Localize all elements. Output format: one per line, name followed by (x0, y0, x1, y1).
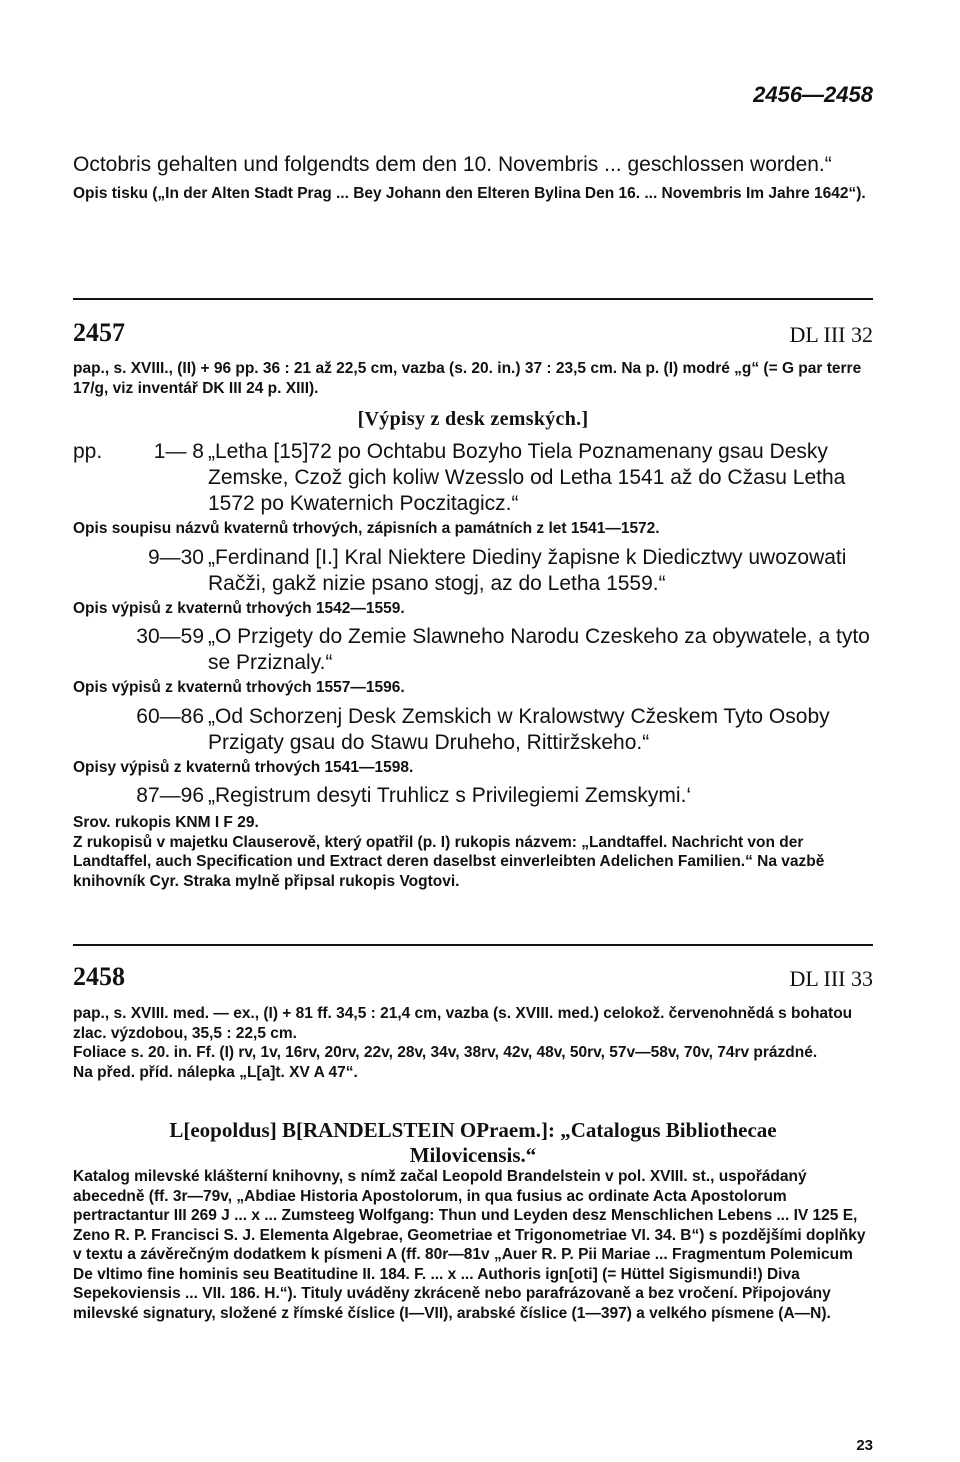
continuation-block (73, 152, 873, 204)
entry-2457-description (73, 359, 873, 398)
label-note: Na před. příd. nálepka „L[a]t. XV A 47“. (73, 1063, 358, 1081)
physical-description: pap., s. XVIII., (II) + 96 pp. 36 : 21 až 22,5 cm, vazba (s. 20. in.) 37 : 23,5 cm. Na p. (I) modré „g“ (= G par terre 17/g, viz inventář DK III 24 p. XIII). (73, 360, 862, 397)
page-range: 30—59 (136, 625, 204, 648)
entry-number: 2457 (73, 318, 125, 347)
item-note: Opis soupisu názvů kvaternů trhových, zápisních a památních z let 1541—1572. (73, 520, 660, 537)
page-number: 23 (856, 1437, 873, 1454)
list-item (73, 704, 873, 756)
list-item (73, 439, 873, 517)
physical-description: pap., s. XVIII. med. — ex., (I) + 81 ff. 34,5 : 21,4 cm, vazba (s. XVIII. med.) celokož. červenohnědá s bohatou zlac. výzdobou, 35,5 : 22,5 cm. (73, 1005, 853, 1042)
list-item (73, 545, 873, 597)
separator-rule (73, 944, 873, 946)
separator-rule (73, 298, 873, 300)
item-title: „Registrum desyti Truhlicz s Privilegiemi Zemskymi.‘ (208, 784, 692, 807)
item-note: Opis výpisů z kvaternů trhových 1557—1596. (73, 679, 405, 696)
contents-list (73, 439, 873, 891)
page-range: 60—86 (136, 704, 204, 728)
entry-number: 2458 (73, 962, 125, 991)
continuation-note: Opis tisku („In der Alten Stadt Prag ... Bey Johann den Elteren Bylina Den 16. ... Novembris Im Jahre 1642“). (73, 185, 866, 202)
work-title: L[eopoldus] B[RANDELSTEIN OPraem.]: „Catalogus Bibliothecae Milovicensis.“ (169, 1118, 777, 1167)
item-title: „Ferdinand [I.] Kral Niektere Diediny žapisne k Diedicztwy uwozowati Račži, gakž nizie psano stogj, az do Letha 1559.“ (208, 545, 847, 595)
entry-2458-body (73, 1167, 873, 1323)
running-head: 2456—2458 (753, 82, 873, 107)
list-item (73, 783, 873, 809)
entry-2458-description (73, 1004, 873, 1082)
pp-label: pp. (73, 440, 103, 463)
shelfmark: DL III 32 (789, 322, 873, 347)
section-title: [Výpisy z desk zemských.] (357, 408, 589, 430)
item-title: „Letha [15]72 po Ochtabu Bozyho Tiela Poznamenany gsau Desky Zemske, Czož gich koliw Wzesslo od Letha 1541 až do Cžasu Letha 1572 po Kwaternich Poczitagicz.“ (208, 440, 846, 515)
page-range: 1— 8 (153, 440, 204, 463)
item-note: Opis výpisů z kvaternů trhových 1542—1559. (73, 599, 405, 617)
page-range: 87—96 (136, 784, 204, 807)
foliation: Foliace s. 20. in. Ff. (I) rv, 1v, 16rv, 20rv, 22v, 28v, 34v, 38rv, 42v, 48v, 50rv, 57v—58v, 70v, 74rv prázdné. (73, 1044, 818, 1061)
provenance: Z rukopisů v majetku Clauserově, který opatřil (p. I) rukopis názvem: „Landtaffel. Nachricht von der Landtaffel, auch Specification und Extract deren daselbst einverleibten Adelichen Familien.“ Na vazbě knihovník Cyr. Straka mylně připsal rukopis Vogtovi. (73, 833, 825, 890)
entry-2457-header (73, 318, 873, 354)
page-range: 9—30 (147, 545, 204, 569)
catalogue-description: Katalog milevské klášterní knihovny, s nímž začal Leopold Brandelstein v pol. XVIII. st., uspořádaný abecedně (ff. 3r—79v, „Abdiae Historia Apostolorum, in qua fusius ac ordinate Acta Apostolorum pertractantur III 269 J ... x ... Zumsteeg Wolfgang: Thun und Leyden desz Menschlichen Lebens ... IV 125 E, Zeno R. P. Francisci S. J. Elementa Algebrae, Geometriae et Trigonometriae VI. 34. B“) s pozdějšími doplňky v textu a závěrečným dodatkem k písmeni A (ff. 80r—81v „Auer R. P. Pii Mariae ... Fragmentum Polemicum De vltimo fine hominis seu Beatitudine II. 184. F. ... x ... Authoris ign[oti] (= Hüttel Sigismundi!) Diva Sepekoviensis ... VII. 186. H.“). Tituly uváděny zkráceně nebo parafrázovaně a bez vročení. Připojovány milevské signatury, složené z římské číslice (I—VII), arabské číslice (1—397) a velkého písmene (A—N). (73, 1168, 866, 1322)
shelfmark: DL III 33 (789, 966, 873, 991)
item-title: „O Przigety do Zemie Slawneho Narodu Czeskeho za obywatele, a tyto se Prziznaly.“ (208, 625, 870, 674)
references: Srov. rukopis KNM I F 29. (73, 814, 259, 831)
list-item (73, 624, 873, 676)
page (73, 0, 873, 1462)
entry-2458-header (73, 962, 873, 998)
continuation-text: Octobris gehalten und folgendts dem den 10. Novembris ... geschlossen worden.“ (73, 153, 832, 176)
item-note: Opisy výpisů z kvaternů trhových 1541—1598. (73, 758, 414, 776)
item-title: „Od Schorzenj Desk Zemskich w Kralowstwy Cžeskem Tyto Osoby Przigaty gsau do Stawu Druheho, Rittiržskeho.“ (208, 704, 830, 754)
